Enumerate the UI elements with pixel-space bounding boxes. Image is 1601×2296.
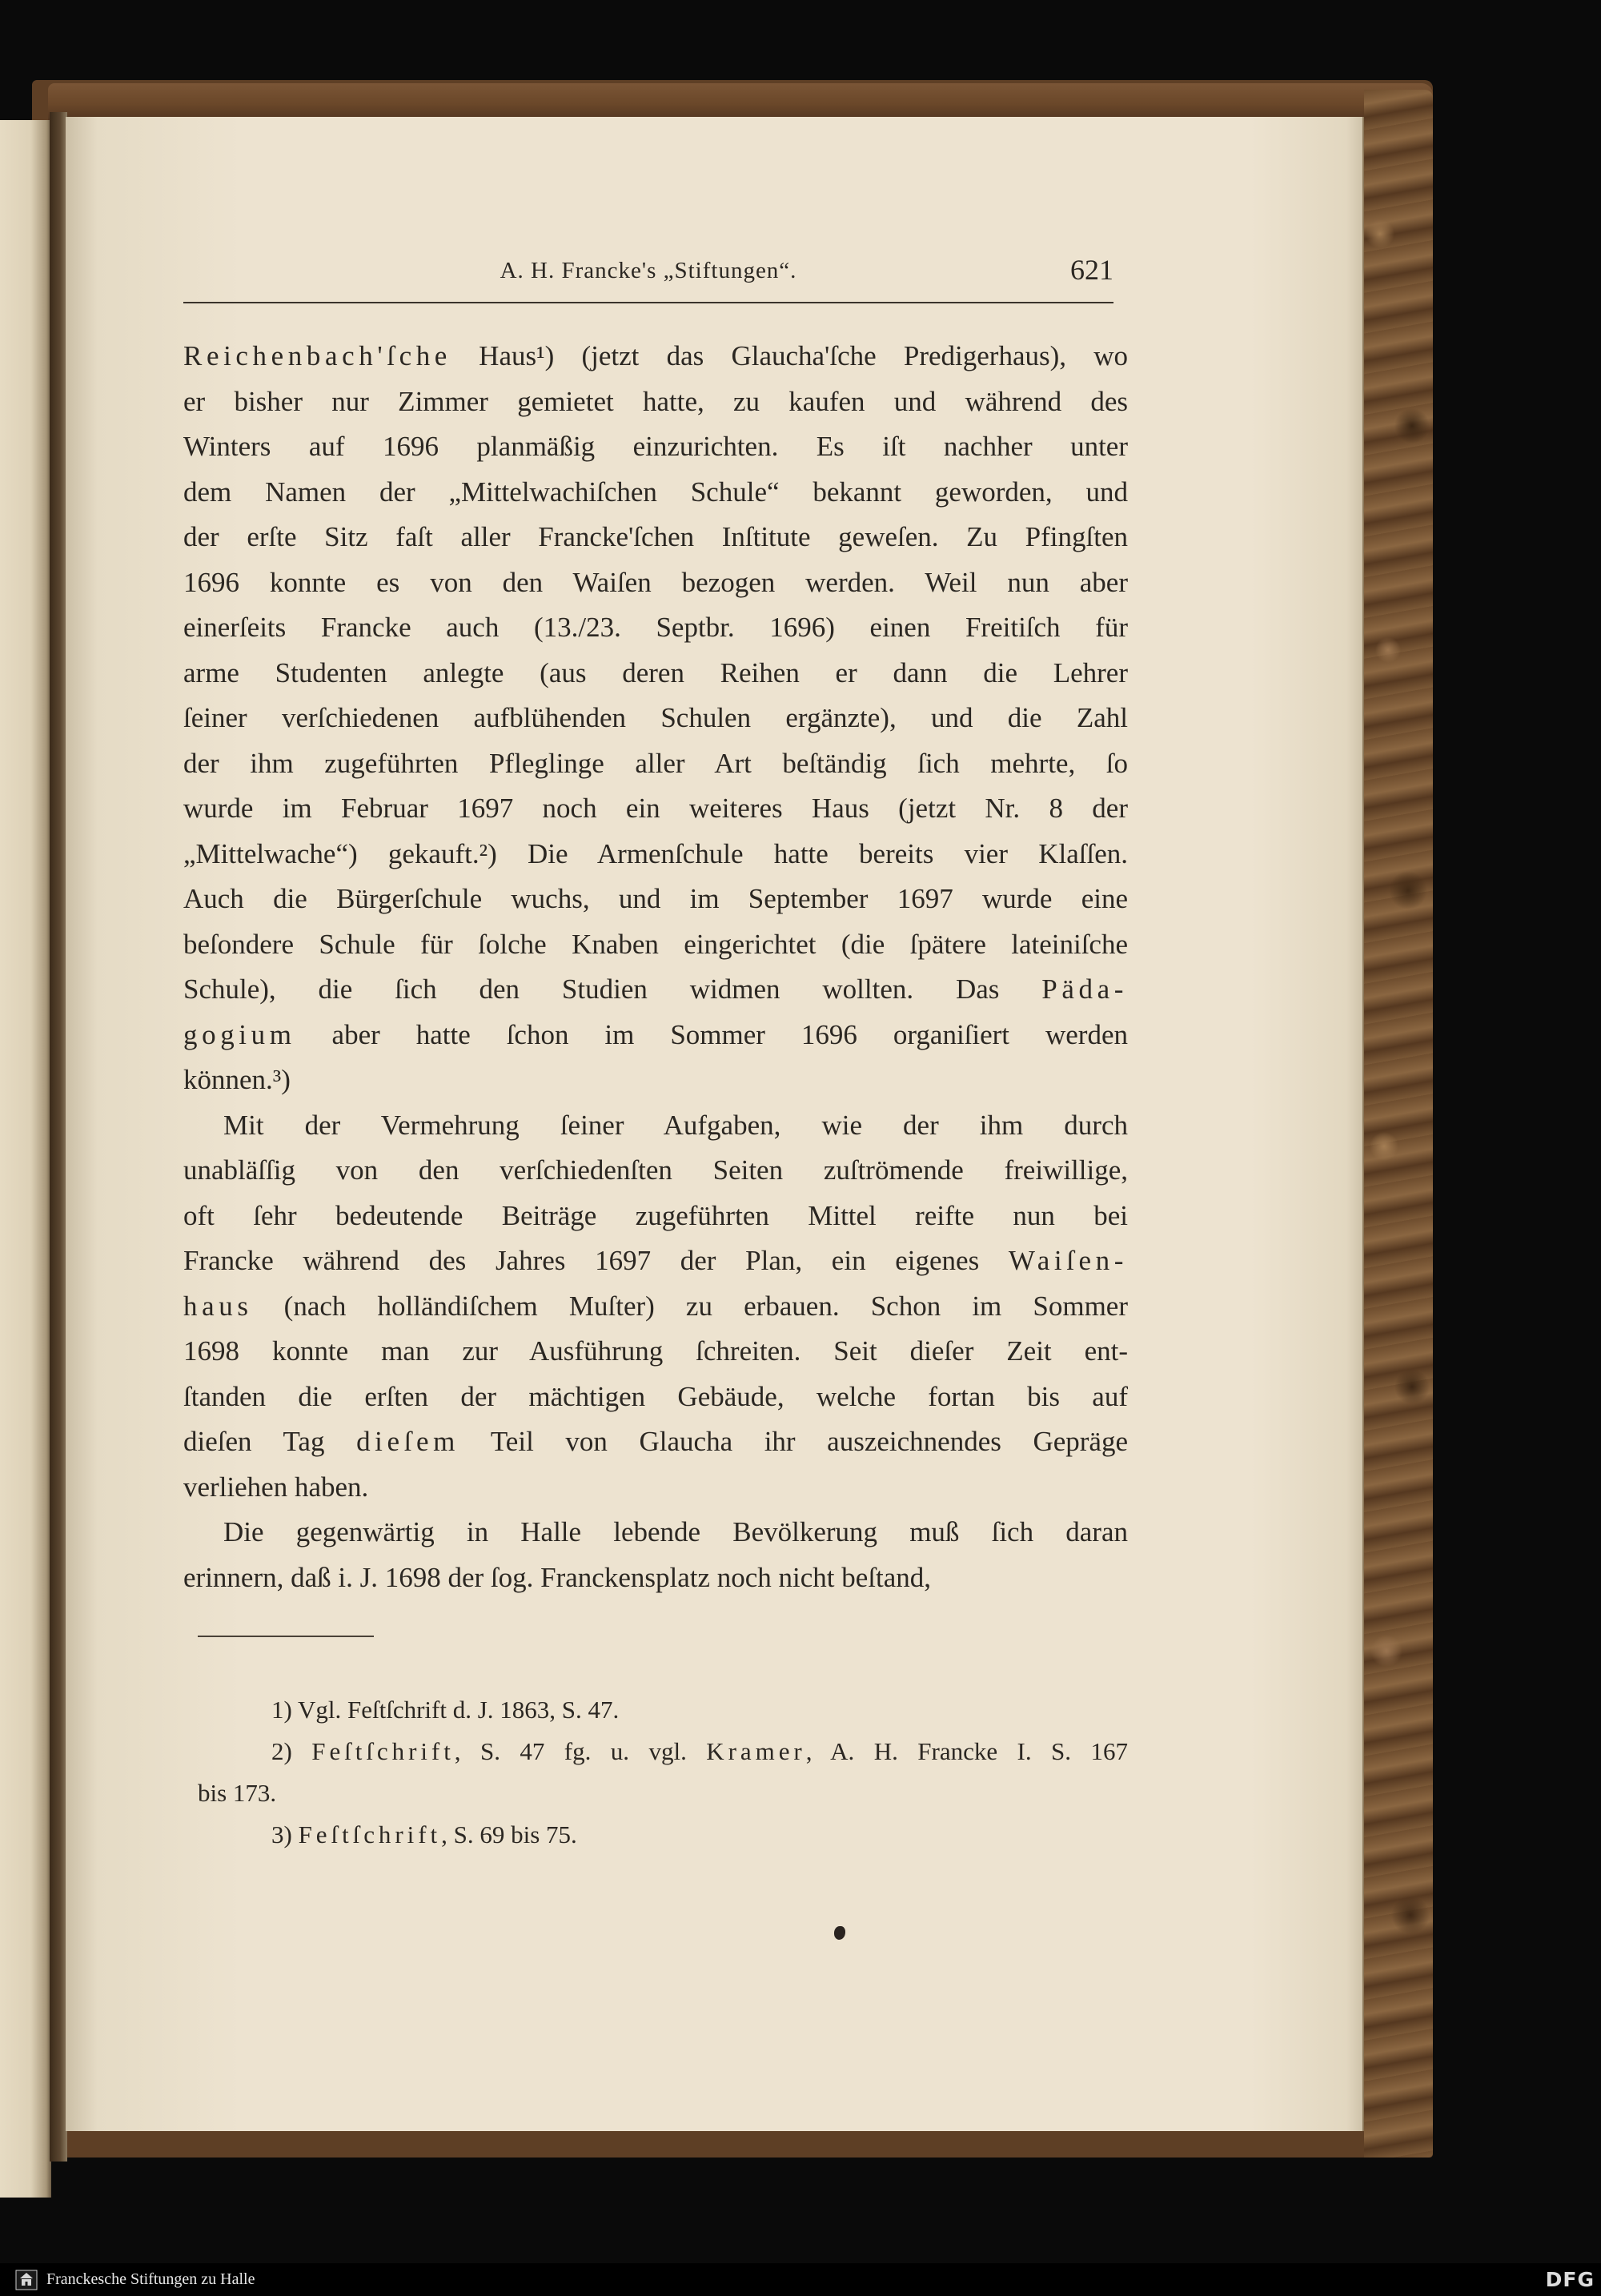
footnote [198,1731,1128,1814]
text-line [183,1058,1128,1103]
text-run: Haus¹) (jetzt das Glaucha'ſche Predigerhaus), wo [451,340,1128,371]
text-run: er bisher nur Zimmer gemietet hatte, zu kaufen und während des [183,385,1128,417]
text-line [183,922,1128,968]
body-text [183,334,1128,1600]
text-line [183,1465,1128,1511]
text-line [183,1238,1128,1284]
text-line [183,1329,1128,1375]
institution-name: Franckesche Stiftungen zu Halle [46,2270,255,2288]
text-line [183,1375,1128,1420]
text-line [183,967,1128,1013]
text-run: der ihm zugeführten Pfleglinge aller Art beſtändig ſich mehrte, ſo [183,747,1128,779]
letterspaced-text: dieſem [356,1426,459,1457]
text-line [183,1013,1128,1058]
letterspaced-text: Feſtſchrift [298,1820,442,1848]
text-run: dem Namen der „Mittelwachiſchen Schule“ bekannt geworden, und [183,476,1128,508]
text-line [183,334,1128,379]
letterspaced-text: Reichenbach'ſche [183,340,451,371]
text-line [183,1510,1128,1555]
footer-bar [0,2263,1601,2296]
text-run: beſondere Schule für ſolche Knaben eingerichtet (die ſpätere lateiniſche [183,928,1128,960]
franckesche-emblem-icon [14,2270,38,2290]
running-head [183,253,1113,290]
text-line [183,832,1128,877]
text-line [183,470,1128,516]
text-run: 1696 konnte es von den Waiſen bezogen werden. Weil nun aber [183,566,1128,598]
text-run: Mit der Vermehrung ſeiner Aufgaben, wie der ihm durch [223,1109,1128,1141]
book-top-edge [48,83,1433,122]
text-run: aber hatte ſchon im Sommer 1696 organiſiert werden [295,1018,1128,1050]
letterspaced-text: Waiſen- [1008,1245,1128,1276]
previous-page-edge [0,120,51,2198]
text-line [183,1284,1128,1330]
letterspaced-text: Kramer [706,1737,806,1765]
header-rule [183,302,1113,303]
text-run: 3) [271,1820,299,1848]
text-line [183,696,1128,741]
footnote-line [198,1731,1128,1772]
text-run: 1) Vgl. Feſtſchrift d. J. 1863, S. 47. [271,1696,620,1724]
footnotes [198,1689,1128,1856]
funder-logo: DFG [1545,2268,1595,2291]
footnote-line [198,1814,1128,1856]
text-run: , A. H. Francke I. S. 167 [805,1737,1128,1765]
text-run: Auch die Bürgerſchule wuchs, und im September 1697 wurde eine [183,883,1128,914]
text-line [183,424,1128,470]
book-gutter [50,112,67,2162]
text-run: Schule), die ſich den Studien widmen wollten. Das [183,973,1042,1005]
text-run: Winters auf 1696 planmäßig einzurichten. Es iſt nachher unter [183,431,1128,462]
footnote [198,1689,1128,1731]
text-line [183,651,1128,696]
text-line [183,1148,1128,1194]
text-line [183,379,1128,425]
text-line [183,1419,1128,1465]
letterspaced-text: Feſtſchrift [311,1737,455,1765]
footnote-rule [198,1636,374,1637]
paragraph [183,1510,1128,1600]
text-line [183,1103,1128,1149]
text-run: 2) [271,1737,312,1765]
text-line [183,786,1128,832]
text-run: ſeiner verſchiedenen aufblühenden Schulen ergänzte), und die Zahl [183,702,1128,733]
text-run: erinnern, daß i. J. 1698 der ſog. Franckensplatz noch nicht beſtand, [183,1561,932,1593]
text-run: bis 173. [198,1779,277,1807]
text-run: , S. 69 bis 75. [441,1820,577,1848]
text-run: können.³) [183,1064,291,1095]
text-run: dieſen Tag [183,1426,357,1457]
text-run: wurde im Februar 1697 noch ein weiteres Haus (jetzt Nr. 8 der [183,793,1128,824]
footnote [198,1814,1128,1856]
text-line [183,560,1128,606]
text-run: unabläſſig von den verſchiedenſten Seiten zuſtrömende freiwillige, [183,1154,1128,1186]
text-run: , S. 47 fg. u. vgl. [454,1737,707,1765]
text-run: Die gegenwärtig in Halle lebende Bevölkerung muß ſich daran [223,1516,1128,1547]
marbled-book-edge [1364,90,1433,2158]
paragraph [183,334,1128,1103]
letterspaced-text: gogium [183,1018,296,1050]
text-line [183,877,1128,922]
text-run: ſtanden die erſten der mächtigen Gebäude, welche fortan bis auf [183,1380,1128,1412]
text-run: (nach holländiſchem Muſter) zu erbauen. Schon im Sommer [252,1290,1128,1322]
text-line [183,605,1128,651]
text-run: Teil von Glaucha ihr auszeichnendes Gepräge [459,1426,1128,1457]
text-run: verliehen haben. [183,1471,369,1503]
text-run: 1698 konnte man zur Ausführung ſchreiten. Seit dieſer Zeit ent- [183,1335,1128,1367]
running-title: A. H. Francke's „Stiftungen“. [500,258,797,283]
footnote-line [198,1689,1128,1731]
footnote-line [198,1772,1128,1814]
text-line [183,741,1128,787]
text-run: der erſte Sitz faſt aller Francke'ſchen Inſtitute geweſen. Zu Pfingſten [183,521,1128,552]
text-run: einerſeits Francke auch (13./23. Septbr. 1696) einen Freitiſch für [183,612,1128,643]
page-number: 621 [1070,254,1113,286]
text-line [183,1555,1128,1601]
text-line [183,1194,1128,1239]
text-run: Francke während des Jahres 1697 der Plan, ein eigenes [183,1245,1009,1276]
text-run: oft ſehr bedeutende Beiträge zugeführten Mittel reifte nun bei [183,1199,1128,1231]
letterspaced-text: haus [183,1290,253,1322]
text-line [183,515,1128,560]
letterspaced-text: Päda- [1041,973,1128,1005]
text-run: „Mittelwache“) gekauft.²) Die Armenſchule hatte bereits vier Klaſſen. [183,837,1128,869]
text-run: arme Studenten anlegte (aus deren Reihen er dann die Lehrer [183,656,1128,688]
paragraph [183,1103,1128,1511]
